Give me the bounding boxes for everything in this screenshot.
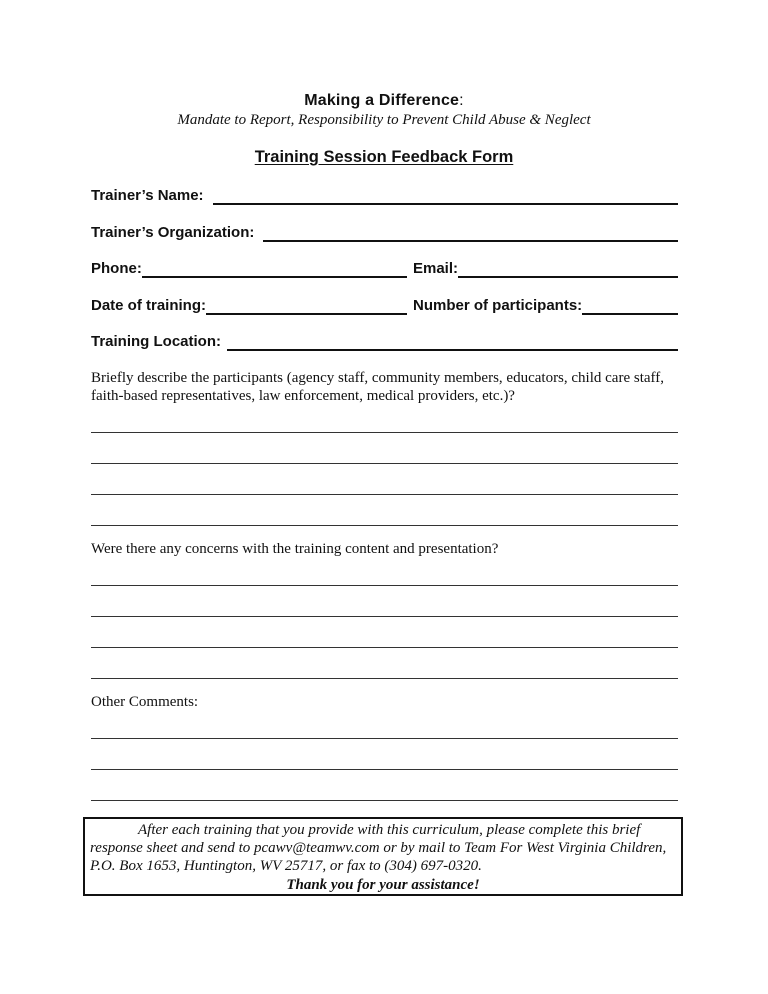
concerns-question: Were there any concerns with the training content and presentation? (91, 541, 499, 557)
email-field[interactable] (458, 262, 678, 278)
participants-answer-line-3[interactable] (91, 494, 678, 495)
other-comments-line-2[interactable] (91, 769, 678, 770)
phone-label: Phone: (91, 260, 142, 277)
trainer-organization-row (91, 224, 678, 242)
concerns-answer-line-3[interactable] (91, 647, 678, 648)
number-of-participants-field[interactable] (582, 299, 678, 315)
document-subtitle: Mandate to Report, Responsibility to Prevent Child Abuse & Neglect (177, 112, 591, 128)
date-of-training-field[interactable] (206, 299, 407, 315)
concerns-answer-line-1[interactable] (91, 585, 678, 586)
document-title-colon: : (459, 92, 464, 109)
participants-answer-line-1[interactable] (91, 432, 678, 433)
participants-count-group (413, 297, 678, 315)
date-participants-row (91, 297, 678, 315)
trainer-organization-field[interactable] (263, 226, 678, 242)
email-label: Email: (413, 260, 459, 277)
date-of-training-label: Date of training: (91, 297, 206, 314)
phone-field[interactable] (142, 262, 407, 278)
date-group (91, 297, 407, 315)
concerns-answer-line-2[interactable] (91, 616, 678, 617)
document-title (0, 92, 768, 110)
other-comments-line-3[interactable] (91, 800, 678, 801)
trainer-organization-label: Trainer’s Organization: (91, 224, 255, 241)
participants-question: Briefly describe the participants (agency staff, community members, educators, child care staff, faith-based representatives, law enforcement, medical providers, etc.)? (91, 370, 664, 404)
training-location-row (91, 333, 678, 351)
submission-notice-box (83, 817, 683, 896)
phone-group (91, 260, 407, 278)
trainer-name-row (91, 187, 678, 205)
form-title: Training Session Feedback Form (254, 148, 514, 166)
email-group (413, 260, 678, 278)
other-comments-line-1[interactable] (91, 738, 678, 739)
concerns-answer-line-4[interactable] (91, 678, 678, 679)
participants-answer-line-2[interactable] (91, 463, 678, 464)
submission-instructions: After each training that you provide with this curriculum, please complete this brief response sheet and send to pcawv@teamwv.com or by mail to Team For West Virginia Children, P.O. Box 1653, Huntington, WV 25717, or fax to (304) 697-0320. (90, 822, 667, 874)
participants-answer-line-4[interactable] (91, 525, 678, 526)
document-title-text: Making a Difference (304, 92, 460, 109)
trainer-name-label: Trainer’s Name: (91, 187, 204, 204)
training-location-label: Training Location: (91, 333, 221, 350)
thank-you-note: Thank you for your assistance! (286, 877, 480, 893)
trainer-name-field[interactable] (213, 189, 678, 205)
training-location-field[interactable] (227, 335, 678, 351)
phone-email-row (91, 260, 678, 278)
other-comments-label: Other Comments: (91, 694, 199, 710)
number-of-participants-label: Number of participants: (413, 297, 583, 314)
